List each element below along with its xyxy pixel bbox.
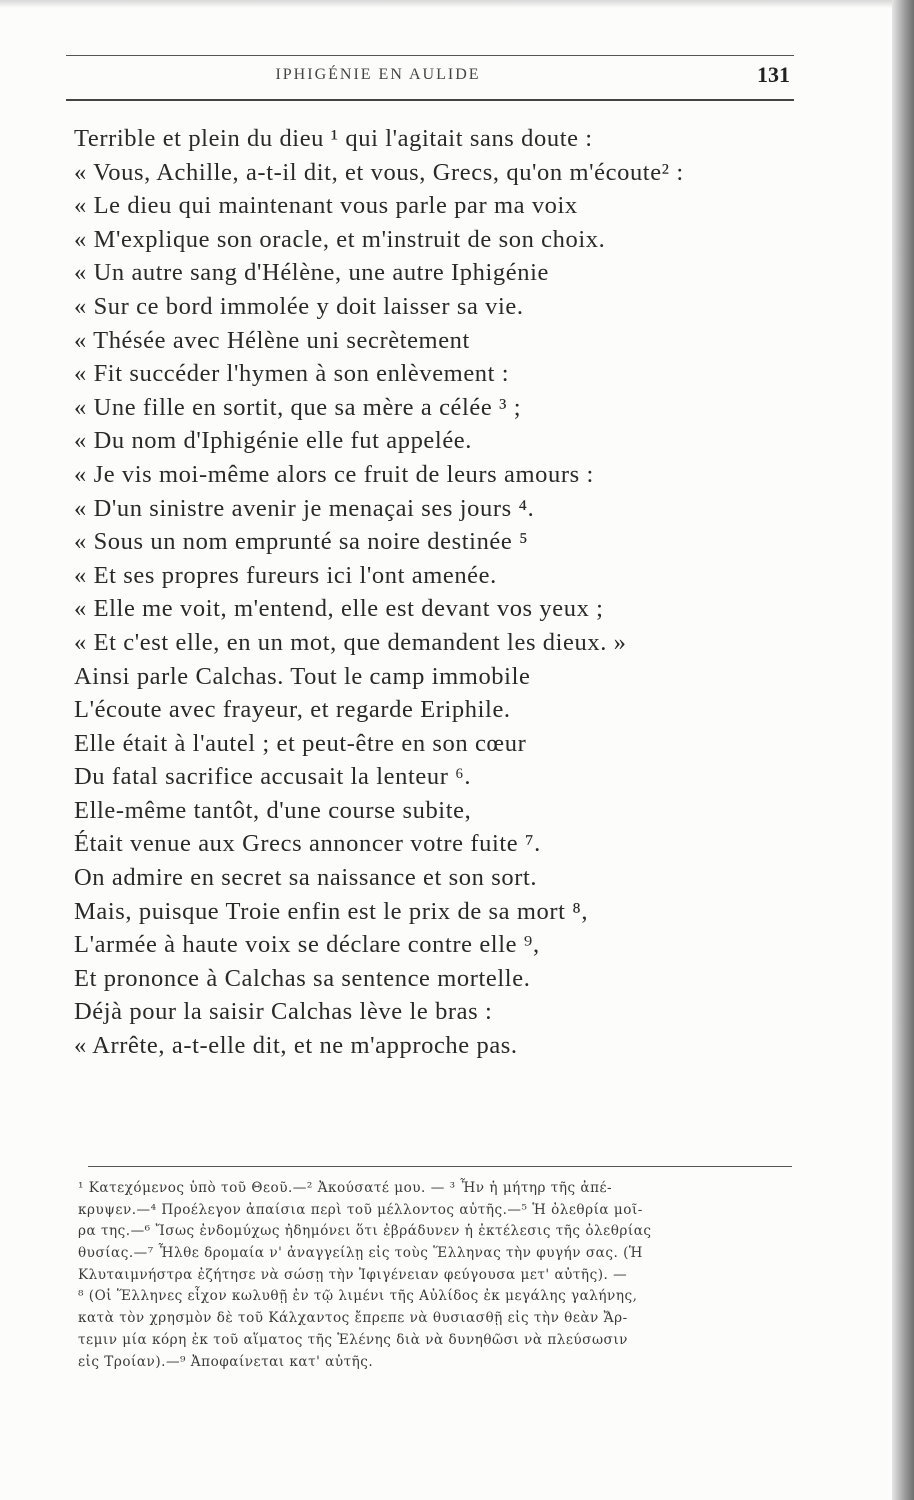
verse-line: Était venue aux Grecs annoncer votre fuite ⁷.: [74, 830, 541, 858]
verse-line: Terrible et plein du dieu ¹ qui l'agitait sans doute :: [74, 125, 593, 152]
verse-line: « Thésée avec Hélène uni secrètement: [74, 326, 470, 354]
verse-line: « Sur ce bord immolée y doit laisser sa vie.: [74, 292, 524, 320]
verse-line: « Je vis moi-même alors ce fruit de leurs amours :: [74, 460, 594, 488]
verse-block: [74, 122, 814, 1063]
verse-line: On admire en secret sa naissance et son sort.: [74, 864, 538, 892]
footnote-line: ⁸ (Οἱ Ἕλληνες εἶχον κωλυθῇ ἐν τῷ λιμένι τῆς Αὐλίδος ἐκ μεγάλης γαλήνης,: [78, 1288, 638, 1305]
verse-line: Déjà pour la saisir Calchas lève le bras :: [74, 998, 493, 1026]
footnote-rule: [88, 1166, 792, 1167]
footnote-line: Κλυταιμνήστρα ἐζήτησε νὰ σώσῃ τὴν Ἰφιγένειαν φεύγουσα μετ' αὐτῆς). —: [78, 1266, 628, 1283]
verse-line: « Et ses propres fureurs ici l'ont amenée.: [74, 561, 497, 589]
footnote-line: ρα της.—⁶ Ἴσως ἐνδομύχως ἠδημόνει ὅτι ἐβράδυνεν ἡ ἐκτέλεσις τῆς ὀλεθρίας: [78, 1223, 652, 1240]
verse-line: L'armée à haute voix se déclare contre elle ⁹,: [74, 931, 540, 959]
footnotes: [78, 1178, 818, 1373]
page-top-shadow: [0, 0, 914, 8]
header-rule: [66, 99, 794, 101]
verse-line: Du fatal sacrifice accusait la lenteur ⁶.: [74, 763, 472, 791]
verse-line: L'écoute avec frayeur, et regarde Eriphile.: [74, 696, 511, 724]
page-number: 131: [757, 62, 790, 87]
verse-line: Et prononce à Calchas sa sentence mortelle.: [74, 964, 531, 992]
verse-line: « Un autre sang d'Hélène, une autre Iphigénie: [74, 259, 549, 287]
verse-line: « M'explique son oracle, et m'instruit de son choix.: [74, 225, 606, 253]
verse-line: « D'un sinistre avenir je menaçai ses jours ⁴.: [74, 494, 535, 522]
footnote-line: τεμιν μία κόρη ἐκ τοῦ αἵματος τῆς Ἑλένης διὰ νὰ δυνηθῶσι νὰ πλεύσωσιν: [78, 1331, 628, 1348]
top-rule: [66, 55, 794, 56]
verse-line: « Sous un nom emprunté sa noire destinée ⁵: [74, 528, 529, 556]
verse-line: « Une fille en sortit, que sa mère a célée ³ ;: [74, 393, 522, 421]
page-header: [66, 62, 794, 90]
verse-line: « Arrête, a-t-elle dit, et ne m'approche pas.: [74, 1032, 518, 1060]
footnote-line: κατὰ τὸν χρησμὸν δὲ τοῦ Κάλχαντος ἔπρεπε νὰ θυσιασθῇ εἰς τὴν θεὰν Ἄρ-: [78, 1310, 628, 1327]
page-edge-shadow: [892, 0, 914, 1500]
footnote-line: θυσίας.—⁷ Ἦλθε δρομαία ν' ἀναγγείλῃ εἰς τοὺς Ἕλληνας τὴν φυγήν σας. (Ἡ: [78, 1245, 643, 1262]
verse-line: « Le dieu qui maintenant vous parle par ma voix: [74, 192, 578, 220]
footnote-line: ¹ Κατεχόμενος ὑπὸ τοῦ Θεοῦ.—² Ἀκούσατέ μου. — ³ Ἦν ἡ μήτηρ τῆς ἀπέ-: [78, 1180, 613, 1196]
verse-line: Mais, puisque Troie enfin est le prix de sa mort ⁸,: [74, 897, 589, 925]
footnote-line: κρυψεν.—⁴ Προέλεγον ἀπαίσια περὶ τοῦ μέλλοντος αὐτῆς.—⁵ Ἡ ὀλεθρία μοῖ-: [78, 1201, 643, 1218]
verse-line: Elle était à l'autel ; et peut-être en son cœur: [74, 729, 527, 757]
verse-line: « Fit succéder l'hymen à son enlèvement :: [74, 360, 510, 388]
verse-line: « Vous, Achille, a-t-il dit, et vous, Grecs, qu'on m'écoute² :: [74, 158, 684, 186]
verse-line: Elle-même tantôt, d'une course subite,: [74, 796, 472, 824]
verse-line: « Du nom d'Iphigénie elle fut appelée.: [74, 427, 472, 455]
verse-line: « Elle me voit, m'entend, elle est devant vos yeux ;: [74, 595, 604, 623]
footnote-line: εἰς Τροίαν).—⁹ Ἀποφαίνεται κατ' αὐτῆς.: [78, 1353, 374, 1370]
verse-line: Ainsi parle Calchas. Tout le camp immobile: [74, 662, 531, 690]
running-title: IPHIGÉNIE EN AULIDE: [275, 66, 481, 83]
verse-line: « Et c'est elle, en un mot, que demandent les dieux. »: [74, 628, 627, 656]
